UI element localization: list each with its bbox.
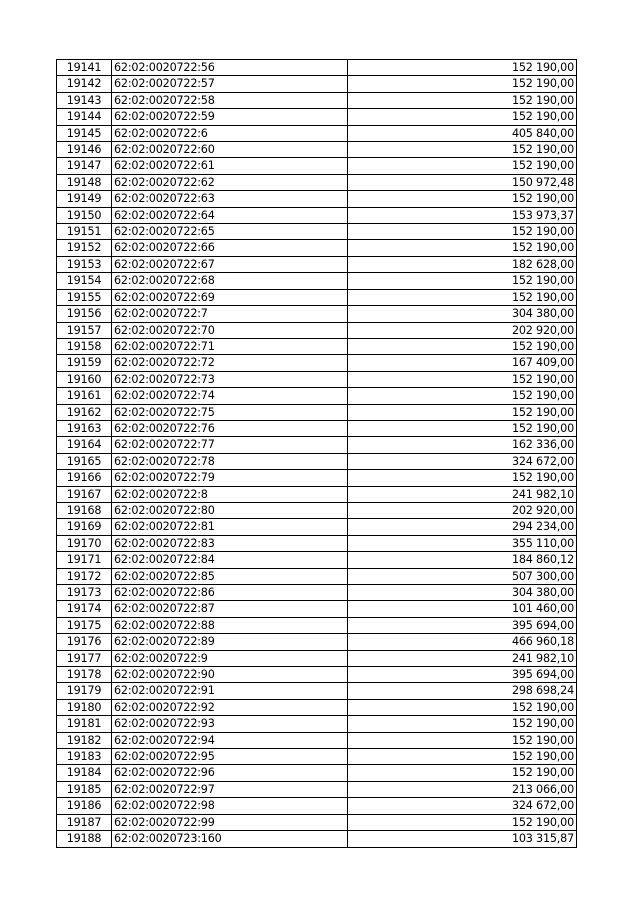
cadastral-value-cell: 184 860,12	[348, 552, 577, 568]
row-number-cell: 19147	[57, 158, 112, 174]
table-row	[57, 158, 577, 174]
table-row	[57, 814, 577, 830]
table-row	[57, 502, 577, 518]
row-number-cell: 19175	[57, 617, 112, 633]
cadastral-number-cell: 62:02:0020722:76	[112, 420, 348, 436]
cadastral-number-cell: 62:02:0020722:56	[112, 60, 348, 76]
cadastral-value-cell: 182 628,00	[348, 256, 577, 272]
row-number-cell: 19177	[57, 650, 112, 666]
table-row	[57, 552, 577, 568]
row-number-cell: 19142	[57, 76, 112, 92]
cadastral-value-cell: 152 190,00	[348, 814, 577, 830]
row-number-cell: 19179	[57, 683, 112, 699]
cadastral-number-cell: 62:02:0020722:66	[112, 240, 348, 256]
table-row	[57, 224, 577, 240]
table-row	[57, 338, 577, 354]
row-number-cell: 19170	[57, 535, 112, 551]
table-row	[57, 765, 577, 781]
cadastral-value-cell: 153 973,37	[348, 207, 577, 223]
cadastral-number-cell: 62:02:0020722:70	[112, 322, 348, 338]
cadastral-value-cell: 241 982,10	[348, 650, 577, 666]
table-row	[57, 142, 577, 158]
cadastral-number-cell: 62:02:0020722:87	[112, 601, 348, 617]
row-number-cell: 19150	[57, 207, 112, 223]
row-number-cell: 19162	[57, 404, 112, 420]
row-number-cell: 19181	[57, 716, 112, 732]
row-number-cell: 19183	[57, 749, 112, 765]
cadastral-value-cell: 395 694,00	[348, 667, 577, 683]
cadastral-value-cell: 152 190,00	[348, 60, 577, 76]
table-row	[57, 92, 577, 108]
cadastral-number-cell: 62:02:0020722:88	[112, 617, 348, 633]
row-number-cell: 19173	[57, 585, 112, 601]
cadastral-number-cell: 62:02:0020722:57	[112, 76, 348, 92]
cadastral-value-cell: 405 840,00	[348, 125, 577, 141]
cadastral-number-cell: 62:02:0020722:91	[112, 683, 348, 699]
row-number-cell: 19148	[57, 174, 112, 190]
row-number-cell: 19187	[57, 814, 112, 830]
row-number-cell: 19169	[57, 519, 112, 535]
cadastral-value-cell: 324 672,00	[348, 453, 577, 469]
row-number-cell: 19184	[57, 765, 112, 781]
row-number-cell: 19176	[57, 634, 112, 650]
table-row	[57, 273, 577, 289]
cadastral-number-cell: 62:02:0020722:61	[112, 158, 348, 174]
cadastral-number-cell: 62:02:0020722:79	[112, 470, 348, 486]
row-number-cell: 19161	[57, 388, 112, 404]
table-row	[57, 125, 577, 141]
cadastral-value-cell: 152 190,00	[348, 273, 577, 289]
cadastral-value-cell: 294 234,00	[348, 519, 577, 535]
cadastral-value-cell: 152 190,00	[348, 92, 577, 108]
cadastral-number-cell: 62:02:0020722:99	[112, 814, 348, 830]
table-row	[57, 322, 577, 338]
cadastral-value-cell: 152 190,00	[348, 240, 577, 256]
cadastral-value-table	[56, 59, 577, 848]
cadastral-value-cell: 152 190,00	[348, 76, 577, 92]
row-number-cell: 19155	[57, 289, 112, 305]
cadastral-number-cell: 62:02:0020722:71	[112, 338, 348, 354]
row-number-cell: 19151	[57, 224, 112, 240]
cadastral-number-cell: 62:02:0020722:81	[112, 519, 348, 535]
cadastral-value-cell: 152 190,00	[348, 420, 577, 436]
cadastral-number-cell: 62:02:0020722:95	[112, 749, 348, 765]
table-row	[57, 371, 577, 387]
cadastral-value-cell: 152 190,00	[348, 109, 577, 125]
cadastral-number-cell: 62:02:0020722:59	[112, 109, 348, 125]
cadastral-value-cell: 152 190,00	[348, 388, 577, 404]
cadastral-number-cell: 62:02:0020723:160	[112, 831, 348, 847]
row-number-cell: 19180	[57, 699, 112, 715]
cadastral-value-cell: 152 190,00	[348, 142, 577, 158]
table-row	[57, 420, 577, 436]
row-number-cell: 19166	[57, 470, 112, 486]
row-number-cell: 19165	[57, 453, 112, 469]
cadastral-number-cell: 62:02:0020722:64	[112, 207, 348, 223]
table-row	[57, 306, 577, 322]
row-number-cell: 19178	[57, 667, 112, 683]
cadastral-number-cell: 62:02:0020722:77	[112, 437, 348, 453]
row-number-cell: 19174	[57, 601, 112, 617]
cadastral-value-cell: 152 190,00	[348, 765, 577, 781]
table-row	[57, 404, 577, 420]
row-number-cell: 19182	[57, 732, 112, 748]
row-number-cell: 19154	[57, 273, 112, 289]
cadastral-value-cell: 152 190,00	[348, 699, 577, 715]
cadastral-value-cell: 324 672,00	[348, 798, 577, 814]
cadastral-number-cell: 62:02:0020722:85	[112, 568, 348, 584]
row-number-cell: 19164	[57, 437, 112, 453]
table-row	[57, 699, 577, 715]
table-row	[57, 388, 577, 404]
cadastral-value-cell: 507 300,00	[348, 568, 577, 584]
table-row	[57, 535, 577, 551]
cadastral-number-cell: 62:02:0020722:6	[112, 125, 348, 141]
cadastral-number-cell: 62:02:0020722:69	[112, 289, 348, 305]
row-number-cell: 19146	[57, 142, 112, 158]
cadastral-value-cell: 152 190,00	[348, 224, 577, 240]
row-number-cell: 19156	[57, 306, 112, 322]
table-row	[57, 749, 577, 765]
table-row	[57, 207, 577, 223]
cadastral-value-cell: 152 190,00	[348, 732, 577, 748]
cadastral-value-cell: 298 698,24	[348, 683, 577, 699]
cadastral-value-cell: 150 972,48	[348, 174, 577, 190]
cadastral-number-cell: 62:02:0020722:80	[112, 502, 348, 518]
table-row	[57, 486, 577, 502]
row-number-cell: 19159	[57, 355, 112, 371]
cadastral-number-cell: 62:02:0020722:78	[112, 453, 348, 469]
cadastral-number-cell: 62:02:0020722:74	[112, 388, 348, 404]
table-row	[57, 437, 577, 453]
cadastral-value-cell: 395 694,00	[348, 617, 577, 633]
table-row	[57, 650, 577, 666]
cadastral-number-cell: 62:02:0020722:89	[112, 634, 348, 650]
table-row	[57, 256, 577, 272]
table-body	[57, 60, 577, 848]
table-row	[57, 634, 577, 650]
table-row	[57, 453, 577, 469]
cadastral-value-cell: 152 190,00	[348, 191, 577, 207]
table-row	[57, 683, 577, 699]
row-number-cell: 19167	[57, 486, 112, 502]
table-row	[57, 470, 577, 486]
cadastral-number-cell: 62:02:0020722:65	[112, 224, 348, 240]
cadastral-number-cell: 62:02:0020722:83	[112, 535, 348, 551]
row-number-cell: 19172	[57, 568, 112, 584]
table-row	[57, 585, 577, 601]
cadastral-value-cell: 152 190,00	[348, 338, 577, 354]
table-row	[57, 601, 577, 617]
row-number-cell: 19158	[57, 338, 112, 354]
cadastral-value-cell: 152 190,00	[348, 749, 577, 765]
cadastral-value-cell: 152 190,00	[348, 158, 577, 174]
row-number-cell: 19186	[57, 798, 112, 814]
row-number-cell: 19185	[57, 781, 112, 797]
row-number-cell: 19168	[57, 502, 112, 518]
cadastral-number-cell: 62:02:0020722:75	[112, 404, 348, 420]
cadastral-number-cell: 62:02:0020722:92	[112, 699, 348, 715]
row-number-cell: 19188	[57, 831, 112, 847]
cadastral-value-cell: 152 190,00	[348, 289, 577, 305]
cadastral-value-cell: 213 066,00	[348, 781, 577, 797]
cadastral-number-cell: 62:02:0020722:8	[112, 486, 348, 502]
cadastral-value-cell: 355 110,00	[348, 535, 577, 551]
cadastral-value-cell: 241 982,10	[348, 486, 577, 502]
cadastral-number-cell: 62:02:0020722:94	[112, 732, 348, 748]
cadastral-number-cell: 62:02:0020722:84	[112, 552, 348, 568]
cadastral-number-cell: 62:02:0020722:60	[112, 142, 348, 158]
row-number-cell: 19171	[57, 552, 112, 568]
cadastral-number-cell: 62:02:0020722:58	[112, 92, 348, 108]
cadastral-number-cell: 62:02:0020722:97	[112, 781, 348, 797]
table-row	[57, 355, 577, 371]
table-row	[57, 76, 577, 92]
cadastral-number-cell: 62:02:0020722:7	[112, 306, 348, 322]
row-number-cell: 19145	[57, 125, 112, 141]
table-row	[57, 568, 577, 584]
table-row	[57, 716, 577, 732]
cadastral-value-cell: 304 380,00	[348, 585, 577, 601]
table-row	[57, 519, 577, 535]
cadastral-value-cell: 152 190,00	[348, 470, 577, 486]
cadastral-value-cell: 202 920,00	[348, 502, 577, 518]
cadastral-value-cell: 304 380,00	[348, 306, 577, 322]
row-number-cell: 19160	[57, 371, 112, 387]
table-row	[57, 831, 577, 847]
table-row	[57, 174, 577, 190]
cadastral-number-cell: 62:02:0020722:96	[112, 765, 348, 781]
table-row	[57, 667, 577, 683]
table-row	[57, 617, 577, 633]
table-row	[57, 191, 577, 207]
row-number-cell: 19157	[57, 322, 112, 338]
table-row	[57, 781, 577, 797]
cadastral-number-cell: 62:02:0020722:67	[112, 256, 348, 272]
table-row	[57, 798, 577, 814]
cadastral-value-cell: 167 409,00	[348, 355, 577, 371]
cadastral-value-cell: 466 960,18	[348, 634, 577, 650]
cadastral-value-cell: 152 190,00	[348, 404, 577, 420]
table-row	[57, 60, 577, 76]
cadastral-number-cell: 62:02:0020722:68	[112, 273, 348, 289]
cadastral-value-cell: 103 315,87	[348, 831, 577, 847]
row-number-cell: 19141	[57, 60, 112, 76]
row-number-cell: 19152	[57, 240, 112, 256]
cadastral-value-cell: 152 190,00	[348, 371, 577, 387]
cadastral-value-cell: 162 336,00	[348, 437, 577, 453]
row-number-cell: 19153	[57, 256, 112, 272]
cadastral-value-cell: 152 190,00	[348, 716, 577, 732]
table-row	[57, 289, 577, 305]
cadastral-number-cell: 62:02:0020722:93	[112, 716, 348, 732]
cadastral-number-cell: 62:02:0020722:63	[112, 191, 348, 207]
table-row	[57, 732, 577, 748]
cadastral-number-cell: 62:02:0020722:90	[112, 667, 348, 683]
cadastral-number-cell: 62:02:0020722:72	[112, 355, 348, 371]
cadastral-number-cell: 62:02:0020722:62	[112, 174, 348, 190]
cadastral-value-cell: 202 920,00	[348, 322, 577, 338]
row-number-cell: 19144	[57, 109, 112, 125]
cadastral-number-cell: 62:02:0020722:9	[112, 650, 348, 666]
cadastral-number-cell: 62:02:0020722:98	[112, 798, 348, 814]
table-row	[57, 240, 577, 256]
row-number-cell: 19149	[57, 191, 112, 207]
row-number-cell: 19143	[57, 92, 112, 108]
cadastral-number-cell: 62:02:0020722:73	[112, 371, 348, 387]
row-number-cell: 19163	[57, 420, 112, 436]
cadastral-number-cell: 62:02:0020722:86	[112, 585, 348, 601]
table-row	[57, 109, 577, 125]
cadastral-value-cell: 101 460,00	[348, 601, 577, 617]
